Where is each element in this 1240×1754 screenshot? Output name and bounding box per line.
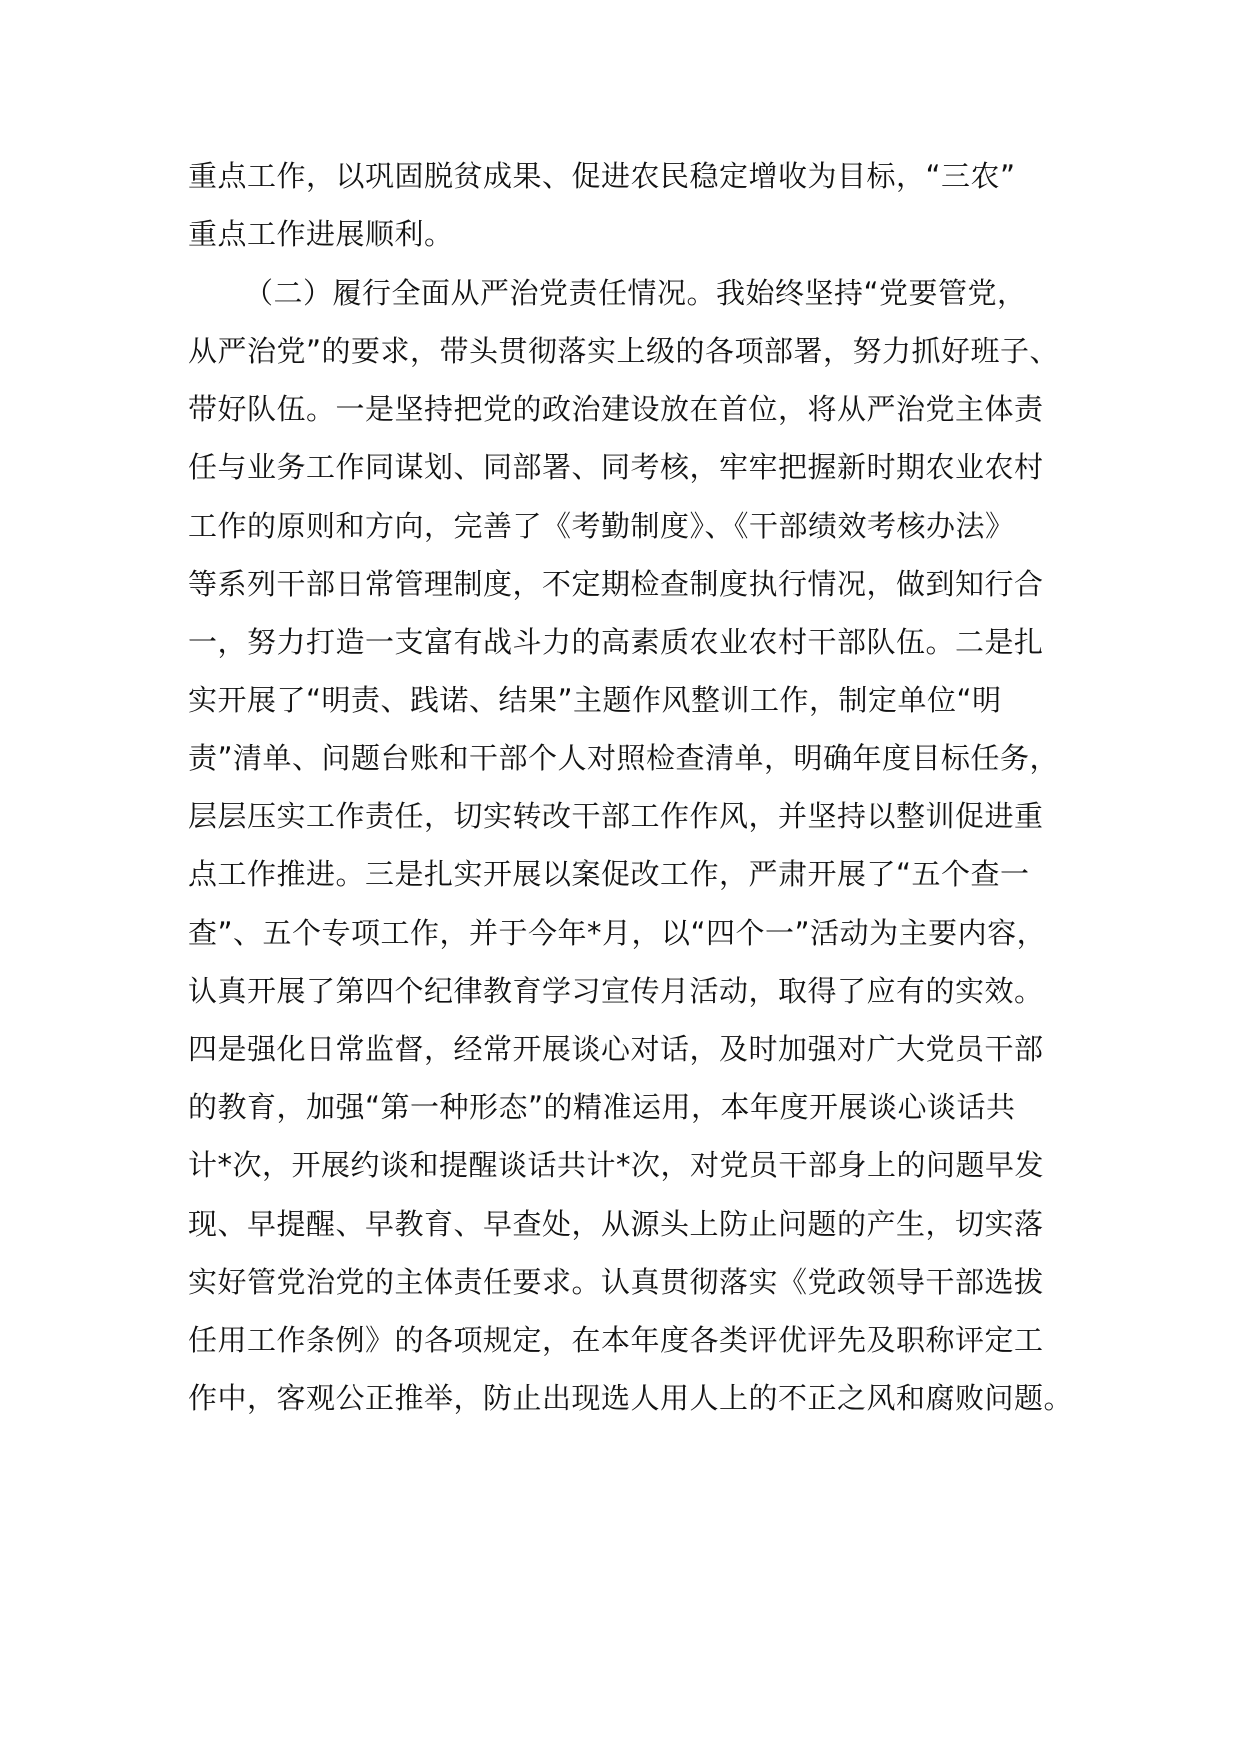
text-line: 从严治党”的要求，带头贯彻落实上级的各项部署，努力抓好班子、 <box>188 334 1060 368</box>
text-line: 重点工作，以巩固脱贫成果、促进农民稳定增收为目标，“三农” <box>188 159 1016 193</box>
paragraph-heading-line: （二）履行全面从严治党责任情况。我始终坚持“党要管党， <box>244 276 1027 310</box>
text-line: 四是强化日常监督，经常开展谈心对话，及时加强对广大党员干部 <box>188 1032 1044 1066</box>
text-line: 任用工作条例》的各项规定，在本年度各类评优评先及职称评定工 <box>188 1323 1044 1357</box>
text-line: 责”清单、问题台账和干部个人对照检查清单，明确年度目标任务， <box>188 741 1060 775</box>
text-line: 认真开展了第四个纪律教育学习宣传月活动，取得了应有的实效。 <box>188 974 1044 1008</box>
text-line: 的教育，加强“第一种形态”的精准运用，本年度开展谈心谈话共 <box>188 1090 1016 1124</box>
text-line: 重点工作进展顺利。 <box>188 217 454 251</box>
text-line: 任与业务工作同谋划、同部署、同考核，牢牢把握新时期农业农村 <box>188 450 1044 484</box>
text-line: 实开展了“明责、践诺、结果”主题作风整训工作，制定单位“明 <box>188 683 1002 717</box>
text-line: 实好管党治党的主体责任要求。认真贯彻落实《党政领导干部选拔 <box>188 1265 1044 1299</box>
text-line: 工作的原则和方向，完善了《考勤制度》、《干部绩效考核办法》 <box>188 509 1015 543</box>
text-line: 带好队伍。一是坚持把党的政治建设放在首位，将从严治党主体责 <box>188 392 1044 426</box>
text-line: 一，努力打造一支富有战斗力的高素质农业农村干部队伍。二是扎 <box>188 625 1044 659</box>
text-line: 现、早提醒、早教育、早查处，从源头上防止问题的产生，切实落 <box>188 1207 1044 1241</box>
text-line: 作中，客观公正推举，防止出现选人用人上的不正之风和腐败问题。 <box>188 1381 1074 1415</box>
text-line: 等系列干部日常管理制度，不定期检查制度执行情况，做到知行合 <box>188 567 1044 601</box>
text-line: 计*次，开展约谈和提醒谈话共计*次，对党员干部身上的问题早发 <box>188 1148 1045 1182</box>
text-line: 查”、五个专项工作，并于今年*月，以“四个一”活动为主要内容， <box>188 916 1047 950</box>
text-line: 层层压实工作责任，切实转改干部工作作风，并坚持以整训促进重 <box>188 799 1044 833</box>
text-line: 点工作推进。三是扎实开展以案促改工作，严肃开展了“五个查一 <box>188 857 1030 891</box>
